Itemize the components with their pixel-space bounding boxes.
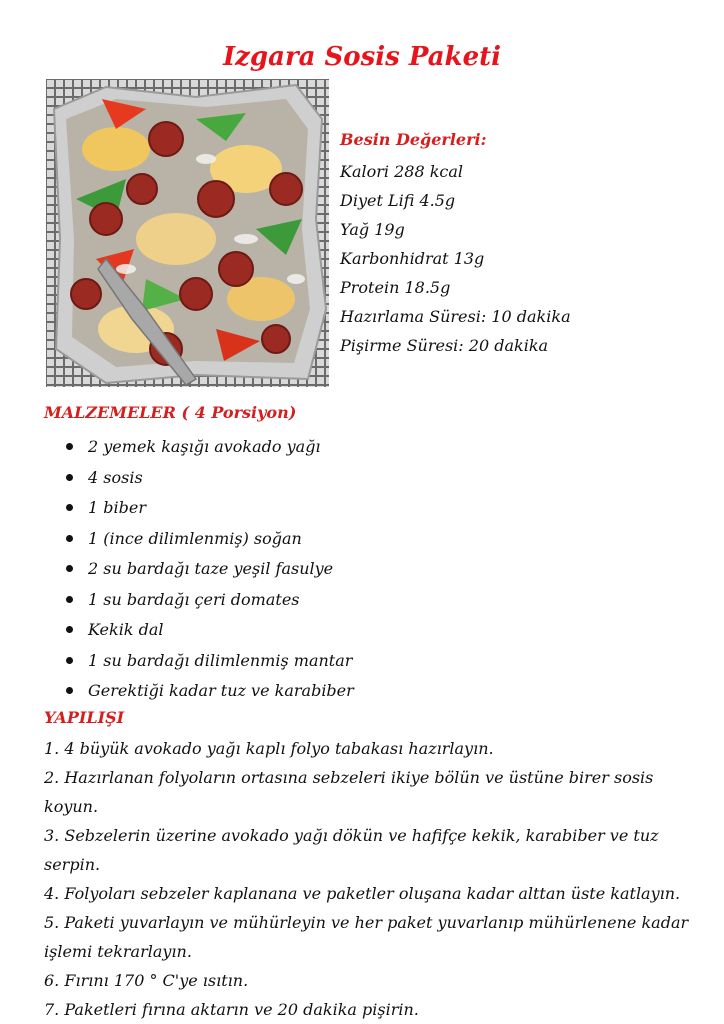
bullet-icon: [66, 626, 73, 633]
method-step: 1. 4 büyük avokado yağı kaplı folyo tabakası hazırlayın.: [44, 739, 494, 758]
nutrition-panel: [340, 128, 710, 360]
ingredient-item: [66, 646, 354, 677]
bullet-icon: [66, 504, 73, 511]
method-heading: YAPILIŞI: [44, 708, 125, 727]
page-title: Izgara Sosis Paketi: [222, 42, 501, 72]
ingredient-text: 1 biber: [88, 498, 146, 517]
ingredient-text: 1 su bardağı dilimlenmiş mantar: [88, 650, 353, 670]
recipe-photo: [46, 79, 329, 387]
bullet-icon: [66, 443, 73, 450]
ingredient-text: 1 su bardağı çeri domates: [88, 589, 300, 609]
nutrition-calories: Kalori 288 kcal: [340, 162, 464, 181]
nutrition-fat: Yağ 19g: [340, 220, 405, 239]
method-step: 2. Hazırlanan folyoların ortasına sebzeleri ikiye bölün ve üstüne birer sosis koyun.: [44, 768, 654, 816]
nutrition-cook-time: Pişirme Süresi: 20 dakika: [340, 336, 549, 355]
bullet-icon: [66, 687, 73, 694]
bullet-icon: [66, 657, 73, 664]
nutrition-carbs: Karbonhidrat 13g: [340, 249, 485, 268]
ingredient-item: [66, 676, 354, 707]
ingredients-heading: MALZEMELER ( 4 Porsiyon): [44, 403, 297, 422]
nutrition-heading: Besin Değerleri:: [340, 130, 487, 149]
method-step: 7. Paketleri fırına aktarın ve 20 dakika pişirin.: [44, 1000, 419, 1019]
method-step: 6. Fırını 170 ° C'ye ısıtın.: [44, 971, 249, 990]
ingredients-list: [66, 432, 354, 707]
ingredient-text: 4 sosis: [88, 467, 143, 487]
ingredient-text: 2 yemek kaşığı avokado yağı: [88, 437, 321, 456]
bullet-icon: [66, 474, 73, 481]
ingredient-item: [66, 432, 354, 463]
ingredient-text: 2 su bardağı taze yeşil fasulye: [88, 559, 334, 578]
recipe-photo-illustration: [46, 79, 329, 387]
method-step: 3. Sebzelerin üzerine avokado yağı dökün ve hafifçe kekik, karabiber ve tuz serpin.: [44, 826, 659, 874]
method-step: 5. Paketi yuvarlayın ve mühürleyin ve her paket yuvarlanıp mühürlenene kadar işlemi tekrarlayın.: [44, 913, 689, 961]
ingredient-item: [66, 493, 354, 524]
ingredient-item: [66, 615, 354, 646]
bullet-icon: [66, 565, 73, 572]
nutrition-fiber: Diyet Lifi 4.5g: [340, 191, 456, 210]
bullet-icon: [66, 535, 73, 542]
ingredient-text: Kekik dal: [88, 620, 164, 639]
nutrition-prep-time: Hazırlama Süresi: 10 dakika: [340, 307, 571, 326]
method-step: 4. Folyoları sebzeler kaplanana ve paketler oluşana kadar alttan üste katlayın.: [44, 884, 681, 903]
ingredient-item: [66, 585, 354, 616]
ingredient-item: [66, 554, 354, 585]
nutrition-protein: Protein 18.5g: [340, 278, 451, 297]
ingredient-text: Gerektiği kadar tuz ve karabiber: [88, 681, 354, 700]
method-steps: [44, 734, 694, 1024]
bullet-icon: [66, 596, 73, 603]
ingredient-text: 1 (ince dilimlenmiş) soğan: [88, 528, 302, 548]
ingredient-item: [66, 524, 354, 555]
ingredient-item: [66, 463, 354, 494]
